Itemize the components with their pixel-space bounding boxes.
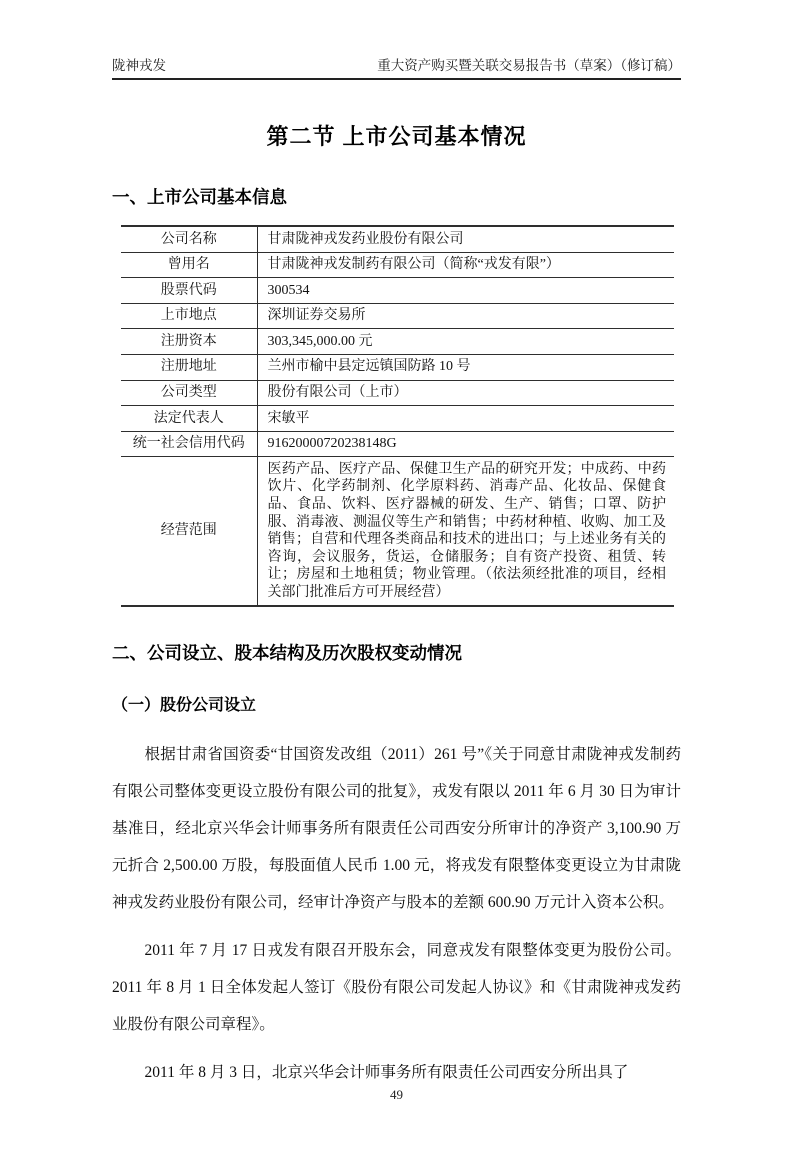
paragraph: 2011 年 8 月 3 日，北京兴华会计师事务所有限责任公司西安分所出具了 bbox=[144, 1064, 629, 1082]
row-value: 甘肃陇神戎发药业股份有限公司 bbox=[257, 226, 674, 252]
header-left-title: 陇神戎发 bbox=[112, 58, 166, 73]
section-1-heading: 一、上市公司基本信息 bbox=[112, 187, 287, 207]
row-label: 经营范围 bbox=[121, 457, 257, 606]
table-row bbox=[121, 329, 674, 355]
body-paragraphs bbox=[112, 736, 681, 1091]
row-label: 法定代表人 bbox=[121, 406, 257, 432]
row-label: 注册地址 bbox=[121, 354, 257, 380]
row-value: 91620000720238148G bbox=[257, 431, 674, 457]
table-row bbox=[121, 380, 674, 406]
row-value: 甘肃陇神戎发制药有限公司（简称“戎发有限”） bbox=[257, 252, 674, 278]
table-row bbox=[121, 278, 674, 304]
company-info-table-body bbox=[121, 226, 674, 606]
table-row bbox=[121, 431, 674, 457]
row-value: 303,345,000.00 元 bbox=[257, 329, 674, 355]
section-2-heading: 二、公司设立、股本结构及历次股权变动情况 bbox=[112, 643, 462, 664]
page-header bbox=[112, 54, 681, 80]
row-label: 公司名称 bbox=[121, 226, 257, 252]
row-value: 兰州市榆中县定远镇国防路 10 号 bbox=[257, 354, 674, 380]
table-row bbox=[121, 354, 674, 380]
row-value: 300534 bbox=[257, 278, 674, 304]
row-value: 宋敏平 bbox=[257, 406, 674, 432]
table-row bbox=[121, 303, 674, 329]
row-label: 注册资本 bbox=[121, 329, 257, 355]
row-label: 统一社会信用代码 bbox=[121, 431, 257, 457]
table-row bbox=[121, 457, 674, 606]
row-value: 深圳证券交易所 bbox=[257, 303, 674, 329]
row-label: 股票代码 bbox=[121, 278, 257, 304]
company-info-table bbox=[121, 225, 674, 607]
paragraph: 2011 年 7 月 17 日戎发有限召开股东会，同意戎发有限整体变更为股份公司。2011 年 8 月 1 日全体发起人签订《股份有限公司发起人协议》和《甘肃陇神戎发药业股份有限公司章程》。 bbox=[112, 942, 681, 1034]
row-label: 上市地点 bbox=[121, 303, 257, 329]
subsection-1-heading: （一）股份公司设立 bbox=[112, 697, 257, 715]
document-page bbox=[0, 54, 793, 1176]
chapter-title: 第二节 上市公司基本情况 bbox=[266, 124, 527, 149]
table-row bbox=[121, 226, 674, 252]
row-label: 曾用名 bbox=[121, 252, 257, 278]
row-value: 医药产品、医疗产品、保健卫生产品的研究开发；中成药、中药饮片、化学药制剂、化学原料药、消毒产品、化妆品、保健食品、食品、饮料、医疗器械的研发、生产、销售；口罩、防护服、消毒液、测温仪等生产和销售；中药材种植、收购、加工及销售；自营和代理各类商品和技术的进出口；与上述业务有关的咨询，会议服务，货运，仓储服务；自有资产投资、租赁、转让；房屋和土地租赁；物业管理。（依法须经批准的项目，经相关部门批准后方可开展经营） bbox=[267, 461, 666, 600]
page-number: 49 bbox=[390, 1087, 403, 1102]
table-row bbox=[121, 406, 674, 432]
table-row bbox=[121, 252, 674, 278]
paragraph: 根据甘肃省国资委“甘国资发改组（2011）261 号”《关于同意甘肃陇神戎发制药有限公司整体变更设立股份有限公司的批复》，戎发有限以 2011 年 6 月 30 日为审计基准日，经北京兴华会计师事务所有限责任公司西安分所审计的净资产 3,100.90 万元折合 2,500.00 万股，每股面值人民币 1.00 元，将戎发有限整体变更设立为甘肃陇神戎发药业股份有限公司，经审计净资产与股本的差额 600.90 万元计入资本公积。 bbox=[112, 746, 681, 912]
page-footer bbox=[0, 1087, 793, 1103]
header-right-title: 重大资产购买暨关联交易报告书（草案）（修订稿） bbox=[377, 58, 681, 73]
row-value: 股份有限公司（上市） bbox=[257, 380, 674, 406]
row-label: 公司类型 bbox=[121, 380, 257, 406]
